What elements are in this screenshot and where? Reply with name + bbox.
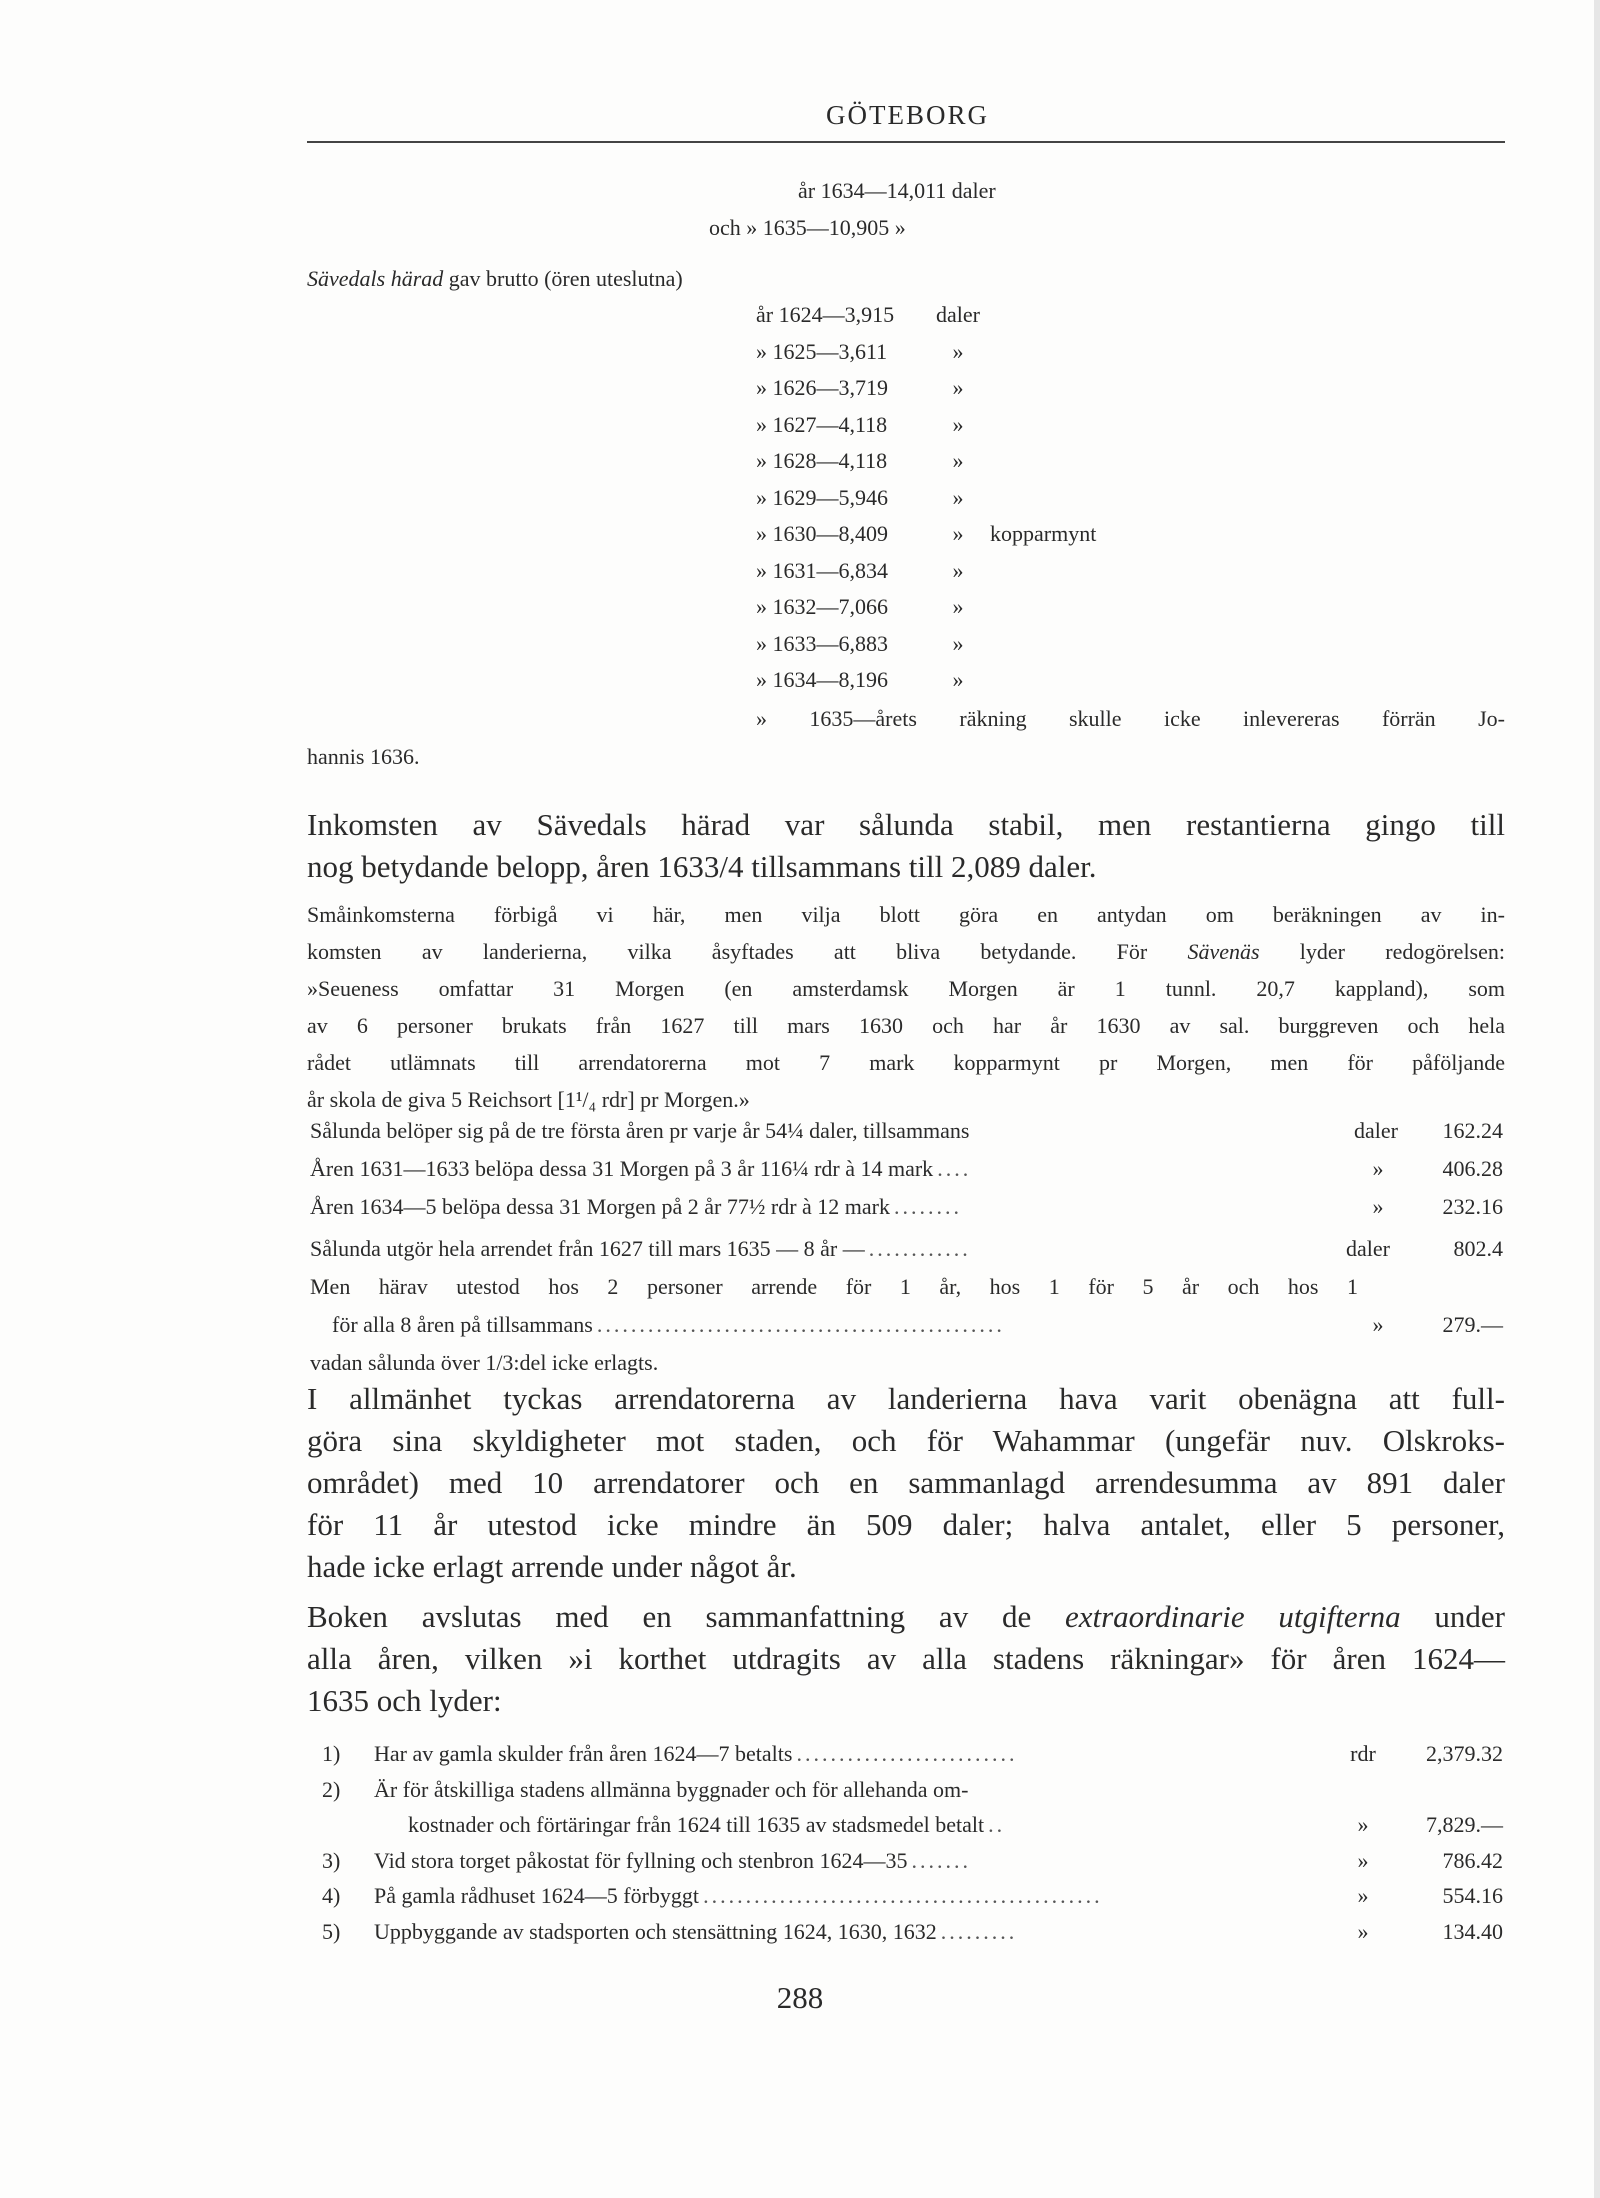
expense-amount: 134.40 (1442, 1918, 1503, 1944)
currency-note: kopparmynt (990, 521, 1097, 546)
running-header: GÖTEBORG (826, 100, 989, 130)
ledger-row: Åren 1631—1633 belöpa dessa 31 Morgen på 3 år 116¼ rdr à 14 mark .... » 406.28 (310, 1150, 1503, 1188)
paragraph-line: Småinkomsterna förbigå vi här, men vilja blott göra en antydan om beräkningen av in- (307, 902, 1505, 927)
page-number: 288 (776, 1980, 824, 2015)
ledger-row: Åren 1634—5 belöpa dessa 31 Morgen på 2 år 77½ rdr à 12 mark ........ » 232.16 (310, 1188, 1503, 1226)
savedal-intro (307, 260, 683, 297)
expense-item: 1) Har av gamla skulder från åren 1624—7 betalts .......................... rdr 2,379.32 (322, 1736, 1503, 1772)
expense-item: 5) Uppbyggande av stadsporten och stensättning 1624, 1630, 1632 ......... » 134.40 (322, 1914, 1503, 1950)
emphasis-term: extraordinarie utgifterna (1064, 1599, 1401, 1634)
year-row: » 1634—8,196 » (756, 667, 964, 692)
year-row: » 1629—5,946 » (756, 484, 964, 510)
arrende-ledger (310, 1112, 1503, 1382)
expense-item: 2) Är för åtskilliga stadens allmänna byggnader och för allehanda om- (322, 1776, 969, 1802)
paragraph-line: rådet utlämnats till arrendatorerna mot 7 mark kopparmynt pr Morgen, men för påföljande (307, 1050, 1505, 1075)
paragraph-line: Boken avslutas med en sammanfattning av de extraordinarie utgifterna under (307, 1599, 1505, 1634)
expense-item: 4) På gamla rådhuset 1624—5 förbyggt ............................................... » 554.16 (322, 1878, 1503, 1914)
ledger-row: vadan sålunda över 1/3:del icke erlagts. (310, 1350, 659, 1375)
header-rule (307, 141, 1505, 143)
place-name: Sävenäs (1187, 939, 1260, 964)
year-row: » 1628—4,118 » (756, 448, 964, 473)
income-line-1634: år 1634—14,011 daler (798, 178, 996, 203)
savedal-year-list (756, 297, 1096, 699)
paragraph-line: hade icke erlagt arrende under något år. (307, 1549, 797, 1584)
ledger-amount: 802.4 (1453, 1236, 1503, 1261)
paragraph-1 (307, 804, 1505, 888)
ledger-row: Sålunda utgör hela arrendet från 1627 till mars 1635 — 8 år — ............ daler 802.4 (310, 1230, 1503, 1268)
expense-item: 3) Vid stora torget påkostat för fyllning och stenbron 1624—35 ....... » 786.42 (322, 1843, 1503, 1879)
ledger-amount: 232.16 (1442, 1194, 1503, 1219)
ledger-amount: 162.24 (1442, 1118, 1503, 1143)
paragraph-line: området) med 10 arrendatorer och en sammanlagd arrendesumma av 891 daler (307, 1465, 1505, 1500)
savedal-last-line: » 1635—årets räkning skulle icke inlevereras förrän Jo- (756, 706, 1505, 731)
year-row: » 1625—3,611 » (756, 338, 964, 364)
savedal-intro-text: gav brutto (ören uteslutna) (443, 266, 683, 291)
paragraph-line: alla åren, vilken »i korthet utdragits av alla stadens räkningar» för åren 1624— (307, 1641, 1505, 1676)
year-row: » 1627—4,118 » (756, 411, 964, 437)
expense-amount: 554.16 (1442, 1883, 1503, 1908)
ledger-row: Sålunda belöper sig på de tre första åren pr varje år 54¼ daler, tillsammans daler 162.24 (310, 1112, 1503, 1150)
paragraph-line: av 6 personer brukats från 1627 till mars 1630 och har år 1630 av sal. burggreven och hela (307, 1013, 1505, 1038)
paragraph-line: I allmänhet tyckas arrendatorerna av landerierna hava varit obenägna att full- (307, 1381, 1505, 1416)
year-row: » 1633—6,883 » (756, 630, 964, 656)
paragraph-line: göra sina skyldigheter mot staden, och för Wahammar (ungefär nuv. Olskroks- (307, 1423, 1505, 1458)
paragraph-line: nog betydande belopp, åren 1633/4 tillsammans till 2,089 daler. (307, 849, 1097, 884)
paragraph-line: Inkomsten av Sävedals härad var sålunda stabil, men restantierna gingo till (307, 807, 1505, 842)
year-row: » 1630—8,409 » kopparmynt (756, 521, 1097, 546)
paragraph-line: för 11 år utestod icke mindre än 509 daler; halva antalet, eller 5 personer, (307, 1507, 1505, 1542)
paragraph-line: »Seueness omfattar 31 Morgen (en amsterdamsk Morgen är 1 tunnl. 20,7 kappland), som (307, 976, 1505, 1001)
year-row: » 1631—6,834 » (756, 557, 964, 583)
paragraph-2 (307, 896, 1505, 1118)
paragraph-line: 1635 och lyder: (307, 1683, 502, 1718)
extraordinary-expenses-list (322, 1736, 1503, 1949)
year-row: » 1626—3,719 » (756, 375, 964, 400)
paragraph-4 (307, 1596, 1505, 1722)
expense-amount: 2,379.32 (1426, 1741, 1503, 1766)
ledger-amount: 279.— (1442, 1312, 1503, 1337)
year-row: år 1624—3,915 daler (756, 302, 980, 327)
ledger-amount: 406.28 (1442, 1156, 1503, 1181)
page-edge (1594, 0, 1600, 2198)
savedal-name: Sävedals härad (307, 266, 444, 291)
savedal-continuation: hannis 1636. (307, 744, 420, 769)
paragraph-line: år skola de giva 5 Reichsort [1¹/₄ rdr] pr Morgen.» (307, 1087, 750, 1112)
ledger-row: för alla 8 åren på tillsammans ................................................ » 279.— (310, 1306, 1503, 1344)
income-line-1635: och » 1635—10,905 » (709, 215, 906, 240)
expense-item-continuation: kostnader och förtäringar från 1624 till 1635 av stadsmedel betalt .. » 7,829.— (322, 1807, 1503, 1843)
expense-amount: 786.42 (1442, 1847, 1503, 1873)
ledger-row: Men härav utestod hos 2 personer arrende för 1 år, hos 1 för 5 år och hos 1 (310, 1274, 1358, 1299)
paragraph-3 (307, 1378, 1505, 1588)
expense-amount: 7,829.— (1426, 1812, 1503, 1837)
paragraph-line: komsten av landerierna, vilka åsyftades att bliva betydande. För Sävenäs lyder redogörelsen: (307, 939, 1505, 964)
year-row: » 1632—7,066 » (756, 594, 964, 619)
